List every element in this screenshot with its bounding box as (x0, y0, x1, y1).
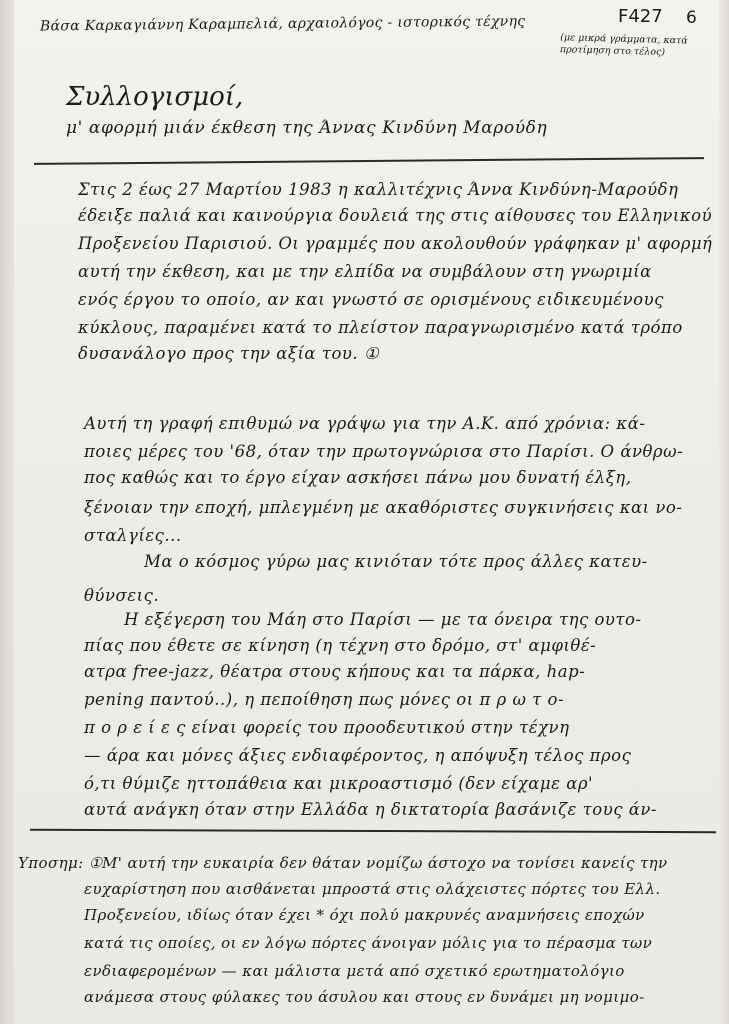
footnote-label: Υποσημ: ① (18, 854, 103, 872)
body-line: Αυτή τη γραφή επιθυμώ να γράψω για την Α.Κ. από χρόνια: κά- (84, 414, 646, 433)
body-line: ενός έργου το οποίο, αν και γνωστό σε ορισμένους ειδικευμένους (78, 290, 664, 309)
body-line: κύκλους, παραμένει κατά το πλείστον παραγνωρισμένο κατά τρόπο (78, 318, 683, 337)
author-note-aside: (με μικρά γράμματα, κατά προτίμηση στο τέλος) (559, 32, 688, 58)
footnote-line: ανάμεσα στους φύλακες του άσυλου και στους εν δυνάμει μη νομιμο- (84, 988, 645, 1006)
body-line: έδειξε παλιά και καινούργια δουλειά της στις αίθουσες του Ελληνικού (78, 206, 713, 225)
page-number: 6 (686, 8, 697, 28)
archive-id: F427 (618, 6, 663, 27)
body-line: πος καθώς και το έργο είχαν ασκήσει πάνω μου δυνατή έλξη, (84, 468, 632, 487)
page-right-edge-shadow (719, 0, 729, 1024)
body-line: — άρα και μόνες άξιες ενδιαφέροντος, η απόψυξη τέλος προς (84, 746, 632, 765)
body-line: Προξενείου Παρισιού. Οι γραμμές που ακολουθούν γράφηκαν μ' αφορμή (78, 234, 713, 253)
body-line: Μα ο κόσμος γύρω μας κινιόταν τότε προς άλλες κατευ- (144, 552, 648, 571)
title-divider (34, 157, 704, 165)
body-line: αυτή την έκθεση, και με την ελπίδα να συμβάλουν στη γνωριμία (78, 262, 652, 281)
body-line: δυσανάλογο προς την αξία του. ① (78, 344, 380, 363)
body-line: π ο ρ ε ί ε ς είναι φορείς του προοδευτικού στην τέχνη (84, 718, 570, 737)
footnote-line: ευχαρίστηση που αισθάνεται μπροστά στις ολάχειστες πόρτες του Ελλ. (84, 880, 661, 898)
body-line: σταλγίες... (84, 526, 182, 545)
body-line: πίας που έθετε σε κίνηση (η τέχνη στο δρόμο, στ' αμφιθέ- (84, 636, 597, 655)
body-line: pening παντού..), η πεποίθηση πως μόνες οι π ρ ω τ ο- (84, 690, 565, 709)
footnote-line: κατά τις οποίες, οι εν λόγω πόρτες άνοιγαν μόλις για το πέρασμα των (84, 934, 653, 952)
body-line: θύνσεις. (84, 586, 160, 605)
body-line: Η εξέγερση του Μάη στο Παρίσι — με τα όνειρα της ουτο- (124, 610, 642, 629)
body-line: αυτά ανάγκη όταν στην Ελλάδα η δικτατορία βασάνιζε τους άν- (84, 800, 657, 819)
body-line: ποιες μέρες του '68, όταν την πρωτογνώρισα στο Παρίσι. Ο άνθρω- (84, 442, 684, 461)
page-title: Συλλογισμοί, (66, 82, 244, 112)
page-subtitle: μ' αφορμή μιάν έκθεση της Άννας Κινδύνη Μαρούδη (66, 118, 548, 138)
footnote-line: Προξενείου, ιδίως όταν έχει * όχι πολύ μακρυνές αναμνήσεις εποχών (84, 906, 645, 924)
body-line: ατρα free-jazz, θέατρα στους κήπους και τα πάρκα, hap- (84, 662, 586, 681)
footnote-line: ενδιαφερομένων — και μάλιστα μετά από σχετικό ερωτηματολόγιο (84, 962, 625, 980)
author-note: Βάσα Καρκαγιάννη Καραμπελιά, αρχαιολόγος - ιστορικός τέχνης (39, 13, 526, 35)
footnote-line: Μ' αυτή την ευκαιρία δεν θάταν νομίζω άστοχο να τονίσει κανείς την (102, 854, 668, 872)
body-line: ξένοιαν την εποχή, μπλεγμένη με ακαθόριστες συγκινήσεις και νο- (84, 498, 683, 517)
body-line: ό,τι θύμιζε ηττοπάθεια και μικροαστισμό (δεν είχαμε αρ' (84, 774, 594, 793)
footnote-divider (30, 829, 716, 833)
page-left-edge-shadow (0, 0, 14, 1024)
body-line: Στις 2 έως 27 Μαρτίου 1983 η καλλιτέχνις Άννα Κινδύνη-Μαρούδη (78, 180, 679, 199)
